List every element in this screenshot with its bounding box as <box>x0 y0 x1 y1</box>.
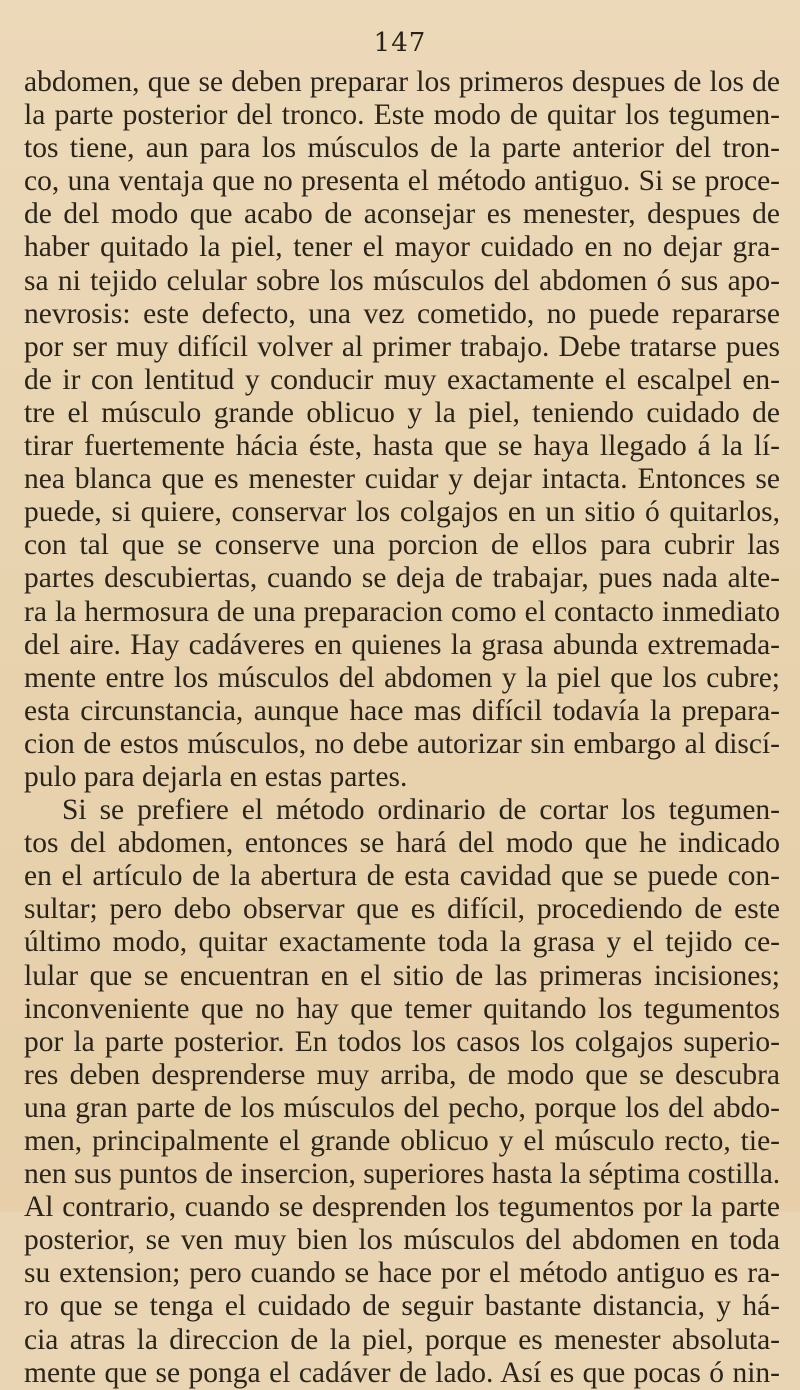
text-line: nea blanca que es menester cuidar y dejar intacta. Entonces se <box>24 463 780 496</box>
text-line: ro que se tenga el cuidado de seguir bastante distancia, y há- <box>24 1290 780 1323</box>
text-line: esta circunstancia, aunque hace mas difícil todavía la prepara- <box>24 694 780 727</box>
text-line: mente entre los músculos del abdomen y la piel que los cubre; <box>24 661 780 694</box>
text-line: nevrosis: este defecto, una vez cometido, no puede repararse <box>24 297 780 330</box>
text-line: haber quitado la piel, tener el mayor cuidado en no dejar gra- <box>24 231 780 264</box>
text-line: sultar; pero debo observar que es difícil, procediendo de este <box>24 893 780 926</box>
text-line: ra la hermosura de una preparacion como el contacto inmediato <box>24 595 780 628</box>
text-line: lular que se encuentran en el sitio de las primeras incisiones; <box>24 959 780 992</box>
text-line: mente que se ponga el cadáver de lado. Así es que pocas ó nin- <box>24 1356 780 1389</box>
text-line: último modo, quitar exactamente toda la grasa y el tejido ce- <box>24 926 780 959</box>
text-line: Si se prefiere el método ordinario de cortar los tegumen- <box>62 794 780 827</box>
text-line: puede, si quiere, conservar los colgajos en un sitio ó quitarlos, <box>24 496 780 529</box>
text-line: la parte posterior del tronco. Este modo de quitar los tegumen- <box>24 99 780 132</box>
text-line: co, una ventaja que no presenta el método antiguo. Si se proce- <box>24 165 780 198</box>
text-line: partes descubiertas, cuando se deja de trabajar, pues nada alte- <box>24 562 780 595</box>
text-line: pulo para dejarla en estas partes. <box>24 760 408 793</box>
page-number: 147 <box>373 28 427 58</box>
text-line: men, principalmente el grande oblicuo y el músculo recto, tie- <box>24 1125 780 1157</box>
text-line: del aire. Hay cadáveres en quienes la grasa abunda extremada- <box>24 628 780 661</box>
text-line: por ser muy difícil volver al primer trabajo. Debe tratarse pues <box>24 330 780 363</box>
text-line: tirar fuertemente hácia éste, hasta que se haya llegado á la lí- <box>24 430 780 463</box>
text-line: abdomen, que se deben preparar los primeros despues de los de <box>24 66 780 98</box>
text-line: cion de estos músculos, no debe autorizar sin embargo al discí- <box>24 727 780 760</box>
text-line: sa ni tejido celular sobre los músculos del abdomen ó sus apo- <box>24 264 780 297</box>
text-line: una gran parte de los músculos del pecho, porque los del abdo- <box>24 1091 780 1124</box>
text-line: cia atras la direccion de la piel, porque es menester absoluta- <box>24 1323 780 1356</box>
text-line: res deben desprenderse muy arriba, de modo que se descubra <box>24 1058 780 1091</box>
text-line: por la parte posterior. En todos los casos los colgajos superio- <box>24 1025 780 1058</box>
text-line: posterior, se ven muy bien los músculos del abdomen en toda <box>24 1224 780 1257</box>
body-text <box>24 66 780 1390</box>
text-line: tos tiene, aun para los músculos de la parte anterior del tron- <box>24 132 780 165</box>
text-line: con tal que se conserve una porcion de ellos para cubrir las <box>24 529 780 562</box>
text-line: Al contrario, cuando se desprenden los tegumentos por la parte <box>24 1191 780 1224</box>
text-line: tos del abdomen, entonces se hará del modo que he indicado <box>24 827 780 860</box>
text-line: de ir con lentitud y conducir muy exactamente el escalpel en- <box>24 363 780 396</box>
text-line: de del modo que acabo de aconsejar es menester, despues de <box>24 198 780 231</box>
text-line: tre el músculo grande oblicuo y la piel, teniendo cuidado de <box>24 396 780 429</box>
text-line: en el artículo de la abertura de esta cavidad que se puede con- <box>24 860 780 893</box>
text-line: su extension; pero cuando se hace por el método antiguo es ra- <box>24 1257 780 1290</box>
text-line: nen sus puntos de insercion, superiores hasta la séptima costilla. <box>24 1158 780 1191</box>
text-line: inconveniente que no hay que temer quitando los tegumentos <box>24 992 780 1025</box>
